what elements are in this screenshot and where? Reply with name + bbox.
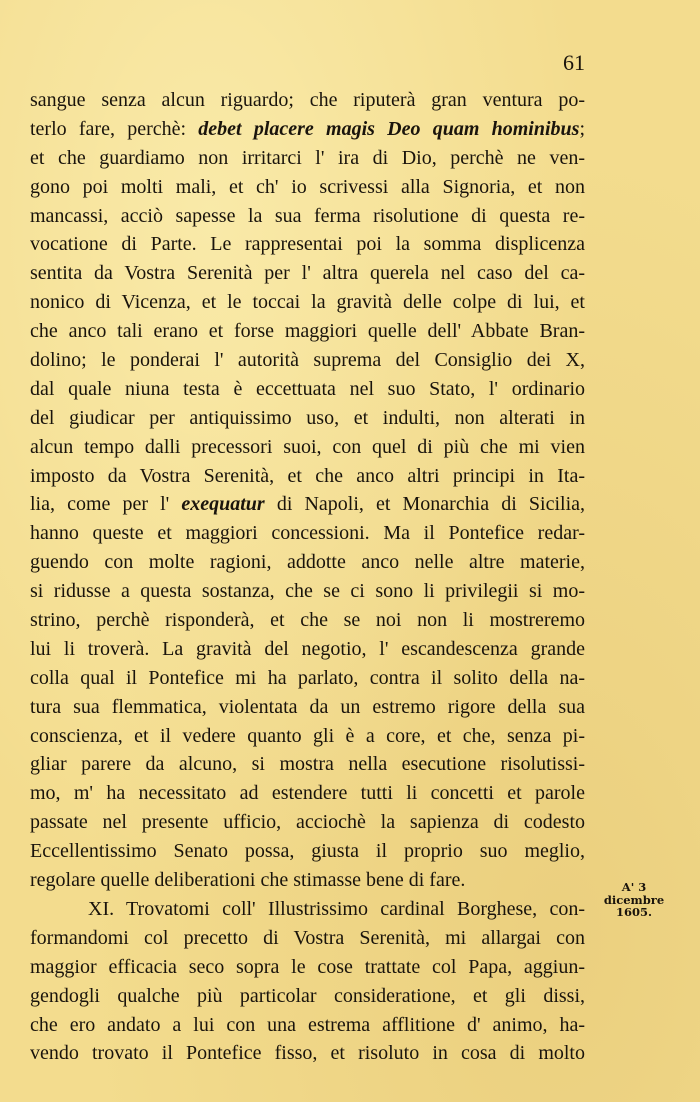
- margin-note-year: 1605.: [615, 905, 652, 919]
- text-line: gendogli qualche più particolar consideratione, et gli dissi,: [30, 984, 585, 1007]
- text-line: sentita da Vostra Serenità per l' altra querela nel caso del ca-: [30, 262, 585, 285]
- latin-quotation: debet placere magis Deo quam hominibus: [198, 117, 580, 140]
- text-line: vendo trovato il Pontefice fisso, et risoluto in cosa di molto: [30, 1042, 585, 1065]
- text-line: [30, 490, 585, 519]
- text-line: gono poi molti mali, et ch' io scrivessi alla Signoria, et non: [30, 175, 585, 198]
- section-start-line: XI. Trovatomi coll' Illustrissimo cardinal Borghese, con-: [88, 897, 585, 920]
- margin-date-note: [596, 881, 672, 919]
- text-line: guendo con molte ragioni, addotte anco nelle altre materie,: [30, 551, 585, 574]
- text-line: passate nel presente ufficio, acciochè la sapienza di codesto: [30, 811, 585, 834]
- text-fragment: terlo fare, perchè:: [30, 117, 199, 140]
- text-line: vocatione di Parte. Le rappresentai poi la somma displicenza: [30, 233, 585, 256]
- text-line: maggior efficacia seco sopra le cose trattate col Papa, aggiun-: [30, 955, 585, 978]
- text-fragment: ;: [579, 117, 586, 140]
- text-line: sangue senza alcun riguardo; che riputerà gran ventura po-: [30, 89, 585, 111]
- text-line: alcun tempo dalli precessori suoi, con quel di più che mi vien: [30, 435, 585, 458]
- margin-note-month: dicembre: [603, 892, 665, 907]
- body-text: [30, 86, 585, 1068]
- text-line: che anco tali erano et forse maggiori quelle dell' Abbate Bran-: [30, 320, 585, 343]
- text-fragment: di Napoli, et Monarchia di Sicilia,: [264, 493, 585, 516]
- text-line: [30, 115, 585, 144]
- text-line: del giudicar per antiquissimo uso, et indulti, non alterati in: [30, 406, 585, 429]
- text-line: mo, m' ha necessitato ad estendere tutti li concetti et parole: [30, 782, 585, 805]
- margin-note-day: A' 3: [621, 880, 647, 894]
- text-line: strino, perchè risponderà, et che se noi non li mostreremo: [30, 609, 585, 632]
- text-line: si ridusse a questa sostanza, che se ci sono li privilegii si mo-: [30, 580, 585, 603]
- text-line: mancassi, acciò sapesse la sua ferma risolutione di questa re-: [30, 204, 585, 227]
- text-line: formandomi col precetto di Vostra Serenità, mi allargai con: [30, 926, 585, 949]
- text-line: che ero andato a lui con una estrema afflitione d' animo, ha-: [30, 1013, 585, 1036]
- text-line: imposto da Vostra Serenità, et che anco altri principi in Ita-: [30, 464, 585, 487]
- text-fragment: lia, come per l': [30, 493, 182, 516]
- page-number: 61: [563, 50, 585, 75]
- text-line: colla qual il Pontefice mi ha parlato, contra il solito della na-: [30, 666, 585, 689]
- text-line: hanno queste et maggiori concessioni. Ma il Pontefice redar-: [30, 522, 585, 545]
- text-line: dolino; le ponderai l' autorità suprema del Consiglio dei X,: [30, 349, 585, 372]
- text-line: conscienza, et il vedere quanto gli è a core, et che, senza pi-: [30, 724, 585, 747]
- text-line: Eccellentissimo Senato possa, giusta il proprio suo meglio,: [30, 840, 585, 863]
- exequatur-term: exequatur: [181, 493, 265, 516]
- text-line: regolare quelle deliberationi che stimasse bene di fare.: [30, 869, 466, 892]
- text-line: gliar parere da alcuno, si mostra nella esecutione risolutissi-: [30, 753, 585, 776]
- text-line: lui li troverà. La gravità del negotio, l' escandescenza grande: [30, 637, 585, 660]
- text-line: tura sua flemmatica, violentata da un estremo rigore della sua: [30, 695, 585, 718]
- text-line: dal quale niuna testa è eccettuata nel suo Stato, l' ordinario: [30, 377, 585, 400]
- text-line: nonico di Vicenza, et le toccai la gravità delle colpe di lui, et: [30, 291, 585, 314]
- text-line: et che guardiamo non irritarci l' ira di Dio, perchè ne ven-: [30, 146, 585, 169]
